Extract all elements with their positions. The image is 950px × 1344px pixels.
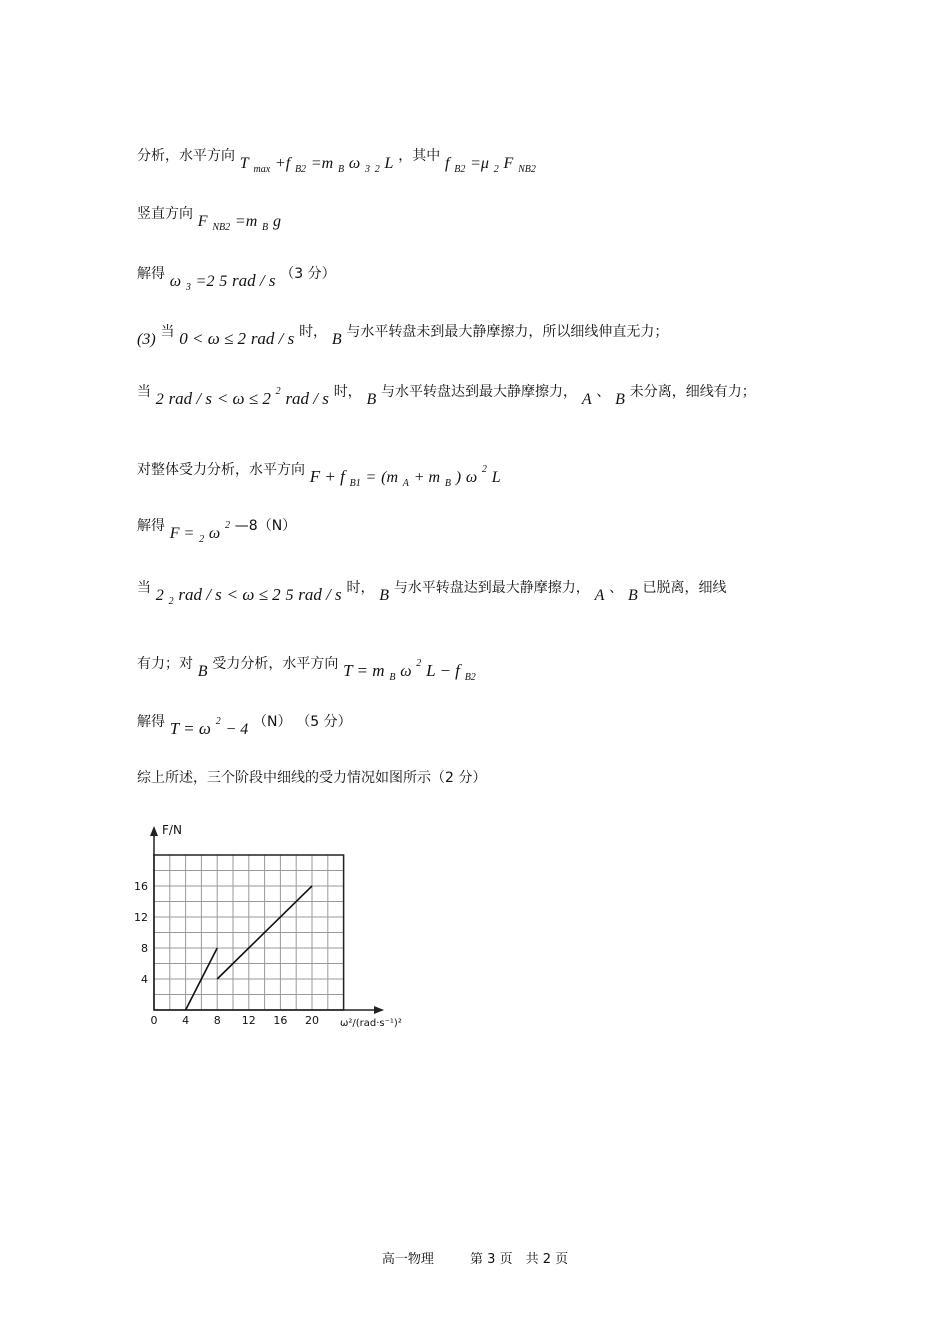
- line-part: B: [389, 672, 396, 683]
- line-part: 、: [609, 580, 624, 596]
- text-line: [137, 264, 336, 293]
- text-line: [137, 322, 669, 348]
- text-line: [137, 148, 536, 175]
- x-axis-label: ω²/(rad·s⁻¹)²: [340, 1018, 402, 1029]
- line-part: rad / s: [298, 585, 342, 604]
- line-part: 2: [155, 391, 164, 408]
- line-part: − 4: [225, 721, 249, 738]
- line-part: （3 分）: [280, 266, 336, 282]
- line-part: B: [379, 587, 390, 604]
- line-part: =m: [310, 155, 334, 172]
- line-part: 时，: [333, 384, 362, 400]
- line-part: ω: [465, 469, 478, 486]
- line-part: 对整体受力分析，水平方向: [137, 462, 305, 478]
- x-axis-arrow: [374, 1006, 384, 1014]
- line-part: 2: [275, 386, 281, 397]
- line-part: 分析，水平方向: [137, 148, 235, 164]
- text-line: [137, 654, 476, 683]
- line-part: T = ω: [169, 719, 211, 738]
- line-part: + m: [413, 469, 441, 486]
- line-part: 已脱离，细线: [642, 580, 727, 596]
- line-part: 0 < ω ≤ 2: [179, 329, 247, 348]
- line-part: 与水平转盘达到最大静摩擦力，: [393, 580, 590, 596]
- line-part: =μ: [470, 155, 489, 172]
- line-part: ω: [400, 663, 412, 680]
- line-part: +f: [274, 155, 291, 172]
- text-line: [137, 206, 281, 233]
- y-axis-arrow: [150, 826, 158, 836]
- x-tick-label: 20: [305, 1014, 319, 1027]
- line-part: 当: [137, 384, 151, 400]
- line-part: NB2: [212, 222, 231, 233]
- line-part: T: [239, 155, 249, 172]
- line-part: B: [444, 478, 451, 489]
- line-part: A: [402, 478, 409, 489]
- line-part: B1: [349, 478, 361, 489]
- line-part: B: [366, 391, 377, 408]
- y-axis-label: F/N: [162, 823, 182, 837]
- line-part: 2: [155, 587, 164, 604]
- line-part: 当: [137, 580, 151, 596]
- line-part: =: [365, 469, 377, 486]
- text-line: [137, 460, 501, 489]
- text-line: [137, 770, 486, 785]
- line-part: B: [331, 331, 342, 348]
- line-part: L: [384, 155, 394, 172]
- y-tick-label: 4: [141, 973, 148, 986]
- line-part: ω: [169, 273, 182, 290]
- line-part: NB2: [518, 164, 536, 175]
- line-part: 时，: [346, 580, 375, 596]
- line-part: F: [197, 213, 208, 230]
- line-part: B: [262, 222, 269, 233]
- line-part: （N）: [253, 714, 292, 730]
- line-part: < ω ≤ 2: [216, 389, 271, 408]
- line-part: T = m: [343, 661, 385, 680]
- line-part: B: [627, 587, 638, 604]
- line-part: f: [444, 155, 450, 172]
- line-part: B2: [454, 164, 466, 175]
- line-part: 解得: [137, 518, 165, 534]
- line-part: A: [581, 391, 592, 408]
- footer-page: 第 3 页 共 2 页: [470, 1252, 569, 1267]
- line-part: B: [337, 164, 345, 175]
- line-part: B: [197, 663, 208, 680]
- line-part: 时，: [299, 324, 328, 340]
- text-line: [137, 382, 756, 408]
- line-part: B2: [294, 164, 307, 175]
- text-line: [137, 578, 727, 607]
- line-part: F: [503, 155, 514, 172]
- page-footer: [0, 1248, 950, 1267]
- footer-subject: 高一物理: [381, 1252, 434, 1267]
- line-part: ，其中: [398, 148, 441, 164]
- line-part: 与水平转盘达到最大静摩擦力，: [381, 384, 578, 400]
- line-part: L: [491, 469, 501, 486]
- line-part: 解得: [137, 714, 165, 730]
- line-part: rad / s: [232, 271, 276, 290]
- force-graph: [132, 820, 432, 1040]
- y-tick-label: 12: [134, 911, 148, 924]
- line-part: （5 分）: [296, 714, 352, 730]
- line-part: < ω ≤ 2: [226, 585, 281, 604]
- line-part: 2: [493, 164, 499, 175]
- y-tick-label: 16: [134, 880, 148, 893]
- line-part: (3): [137, 331, 156, 348]
- line-part: 2: [416, 658, 422, 669]
- y-tick-label: 8: [141, 942, 148, 955]
- x-tick-label: 8: [213, 1014, 221, 1027]
- line-part: =m: [234, 213, 258, 230]
- line-part: 2: [225, 520, 230, 531]
- line-part: 2: [215, 716, 221, 727]
- line-part: ω: [348, 155, 361, 172]
- line-part: rad / s: [285, 389, 329, 408]
- x-tick-label: 4: [182, 1014, 190, 1027]
- line-part: 综上所述，三个阶段中细线的受力情况如图所示（2 分）: [137, 770, 487, 786]
- line-part: 2: [168, 596, 174, 607]
- line-part: 3: [185, 282, 191, 293]
- line-part: 有力；对: [137, 656, 193, 672]
- line-part: 2: [481, 464, 487, 475]
- line-part: g: [272, 213, 281, 230]
- line-part: =2: [195, 273, 215, 290]
- graph-ticks: [134, 880, 319, 1027]
- line-part: F =: [169, 525, 195, 542]
- line-part: 5: [219, 273, 228, 290]
- line-part: 5: [285, 587, 294, 604]
- line-part: max: [253, 164, 271, 175]
- line-part: ω: [208, 525, 221, 542]
- line-part: —8（N）: [234, 518, 297, 534]
- line-part: 2: [199, 534, 205, 545]
- line-part: 竖直方向: [137, 206, 193, 222]
- graph-grid: [154, 855, 344, 1010]
- line-part: rad / s: [178, 585, 222, 604]
- x-tick-label: 16: [273, 1014, 288, 1027]
- line-part: 当: [160, 324, 175, 340]
- line-part: rad / s: [168, 389, 213, 408]
- x-tick-label: 12: [241, 1014, 256, 1027]
- line-part: rad / s: [250, 329, 295, 348]
- line-part: A: [594, 587, 605, 604]
- line-part: 2: [374, 164, 380, 175]
- line-part: 与水平转盘未到最大静摩擦力，所以细线伸直无力；: [346, 324, 669, 340]
- text-line: [137, 518, 297, 545]
- line-part: B: [615, 391, 625, 408]
- line-part: 受力分析，水平方向: [212, 656, 339, 672]
- x-tick-label: 0: [150, 1014, 158, 1027]
- line-part: 未分离，细线有力；: [629, 384, 756, 400]
- line-part: 、: [596, 384, 611, 400]
- line-part: ): [455, 469, 462, 486]
- line-part: B2: [464, 672, 476, 683]
- line-part: F + f: [309, 467, 345, 486]
- line-part: 3: [364, 164, 370, 175]
- line-part: L − f: [426, 661, 460, 680]
- text-line: [137, 712, 352, 738]
- line-part: 解得: [137, 266, 165, 282]
- line-part: (m: [381, 469, 399, 486]
